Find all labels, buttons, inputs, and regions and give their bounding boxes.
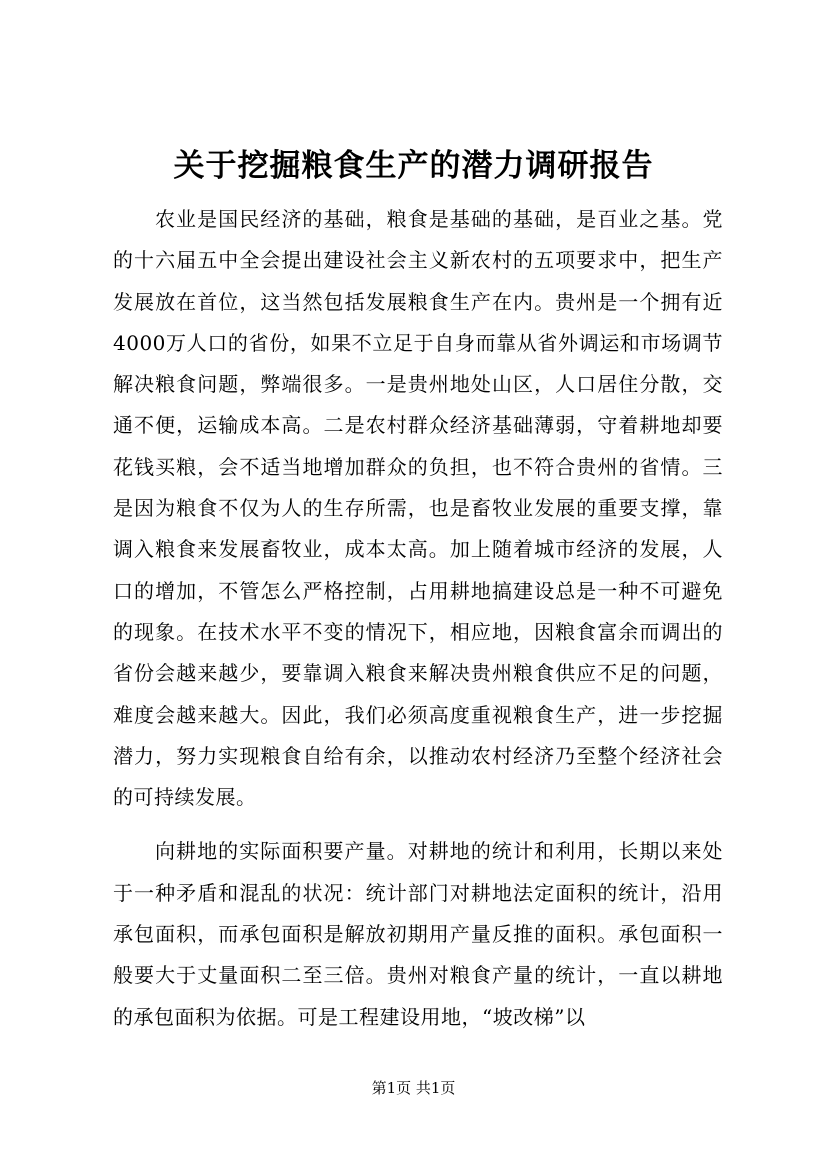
page-footer xyxy=(0,1078,827,1098)
page-indicator: 第1页 共1页 xyxy=(371,1079,456,1097)
paragraph-2: 向耕地的实际面积要产量。对耕地的统计和利用，长期以来处于一种矛盾和混乱的状况：统计部门对耕地法定面积的统计，沿用承包面积，而承包面积是解放初期用产量反推的面积。承包面积一般要大于丈量面积二至三倍。贵州对粮食产量的统计，一直以耕地的承包面积为依据。可是工程建设用地，“坡改梯”以 xyxy=(113,839,723,1029)
paragraph-1: 农业是国民经济的基础，粮食是基础的基础，是百业之基。党的十六届五中全会提出建设社会主义新农村的五项要求中，把生产发展放在首位，这当然包括发展粮食生产在内。贵州是一个拥有近4000万人口的省份，如果不立足于自身而靠从省外调运和市场调节解决粮食问题，弊端很多。一是贵州地处山区，人口居住分散，交通不便，运输成本高。二是农村群众经济基础薄弱，守着耕地却要花钱买粮，会不适当地增加群众的负担，也不符合贵州的省情。三是因为粮食不仅为人的生存所需，也是畜牧业发展的重要支撑，靠调入粮食来发展畜牧业，成本太高。加上随着城市经济的发展，人口的增加，不管怎么严格控制，占用耕地搞建设总是一种不可避免的现象。在技术水平不变的情况下，相应地，因粮食富余而调出的省份会越来越少，要靠调入粮食来解决贵州粮食供应不足的问题，难度会越来越大。因此，我们必须高度重视粮食生产，进一步挖掘潜力，努力实现粮食自给有余，以推动农村经济乃至整个经济社会的可持续发展。 xyxy=(113,207,723,810)
document-body xyxy=(113,199,723,1038)
document-title: 关于挖掘粮食生产的潜力调研报告 xyxy=(173,148,654,184)
